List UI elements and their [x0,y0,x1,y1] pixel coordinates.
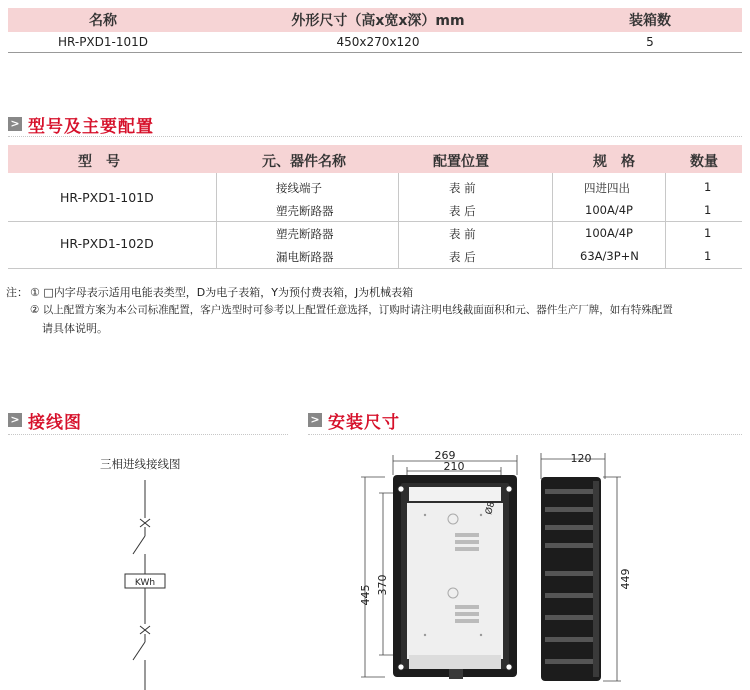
dim-side-height: 449 [619,568,632,590]
chevron-right-icon: > [8,117,22,131]
table-row-model: HR-PXD1-102D [60,236,154,251]
config-title-text: 型号及主要配置 [28,116,154,137]
cell-component: 接线端子 [276,181,322,195]
header-component: 元、器件名称 [262,154,346,170]
header-model: 型 号 [78,154,120,170]
wiring-section-title [8,408,82,432]
cell-dimensions: 450x270x120 [198,32,558,53]
header-spec: 规 格 [593,154,635,170]
chevron-right-icon: > [308,413,322,427]
cell-position: 表 后 [449,204,476,218]
header-qty: 数量 [690,154,718,170]
cell-position: 表 前 [449,227,476,241]
cell-component: 塑壳断路器 [276,204,334,218]
header-name: 名称 [8,8,198,32]
hole-label: Ø8 [484,500,498,516]
divider [8,268,742,269]
cell-position: 表 后 [449,250,476,264]
table-row-model: HR-PXD1-101D [60,190,154,205]
config-table-header [8,145,742,173]
install-title-text: 安装尺寸 [328,412,400,433]
header-dimensions: 外形尺寸（高x宽x深）mm [198,8,558,32]
header-position: 配置位置 [433,154,489,170]
config-section-title [8,112,154,136]
table-row [8,32,742,53]
wiring-diagram [100,470,200,690]
divider [8,136,742,137]
meter-label: KWh [134,578,156,588]
note-1: ① □内字母表示适用电能表类型，D为电子表箱，Y为预付费表箱，J为机械表箱 [30,286,414,299]
wiring-title-text: 接线图 [28,412,82,433]
cell-qty: 1 [704,249,712,263]
install-dimension-drawing [355,445,750,690]
dim-outer-width: 269 [434,449,456,462]
note-prefix: 注： [6,286,28,299]
cell-component: 塑壳断路器 [276,227,334,241]
cell-spec: 100A/4P [585,203,633,217]
cell-qty: 1 [704,180,712,194]
cell-pack-qty: 5 [558,32,742,53]
note-2: ② 以上配置方案为本公司标准配置，客户选型时可参考以上配置任意选择，订购时请注明电线截面面积和元、器件生产厂牌，如有特殊配置 [30,304,673,316]
dim-inner-width: 210 [443,460,465,473]
product-table-header [8,8,742,32]
divider [8,434,288,435]
dim-depth: 120 [570,452,592,465]
product-table [8,8,742,53]
cell-spec: 100A/4P [585,226,633,240]
chevron-right-icon: > [8,413,22,427]
cell-model: HR-PXD1-101D [8,32,198,53]
install-section-title [308,408,400,432]
cell-position: 表 前 [449,181,476,195]
note-2-continued: 请具体说明。 [42,322,108,335]
dim-inner-height: 370 [376,574,389,596]
header-pack-qty: 装箱数 [558,8,742,32]
cell-spec: 四进四出 [584,181,630,195]
wiring-caption: 三相进线接线图 [100,457,181,471]
cell-component: 漏电断路器 [276,250,334,264]
divider [8,221,742,222]
cell-qty: 1 [704,203,712,217]
dim-outer-height: 445 [359,584,372,606]
cell-spec: 63A/3P+N [580,249,639,263]
cell-qty: 1 [704,226,712,240]
divider [308,434,742,435]
